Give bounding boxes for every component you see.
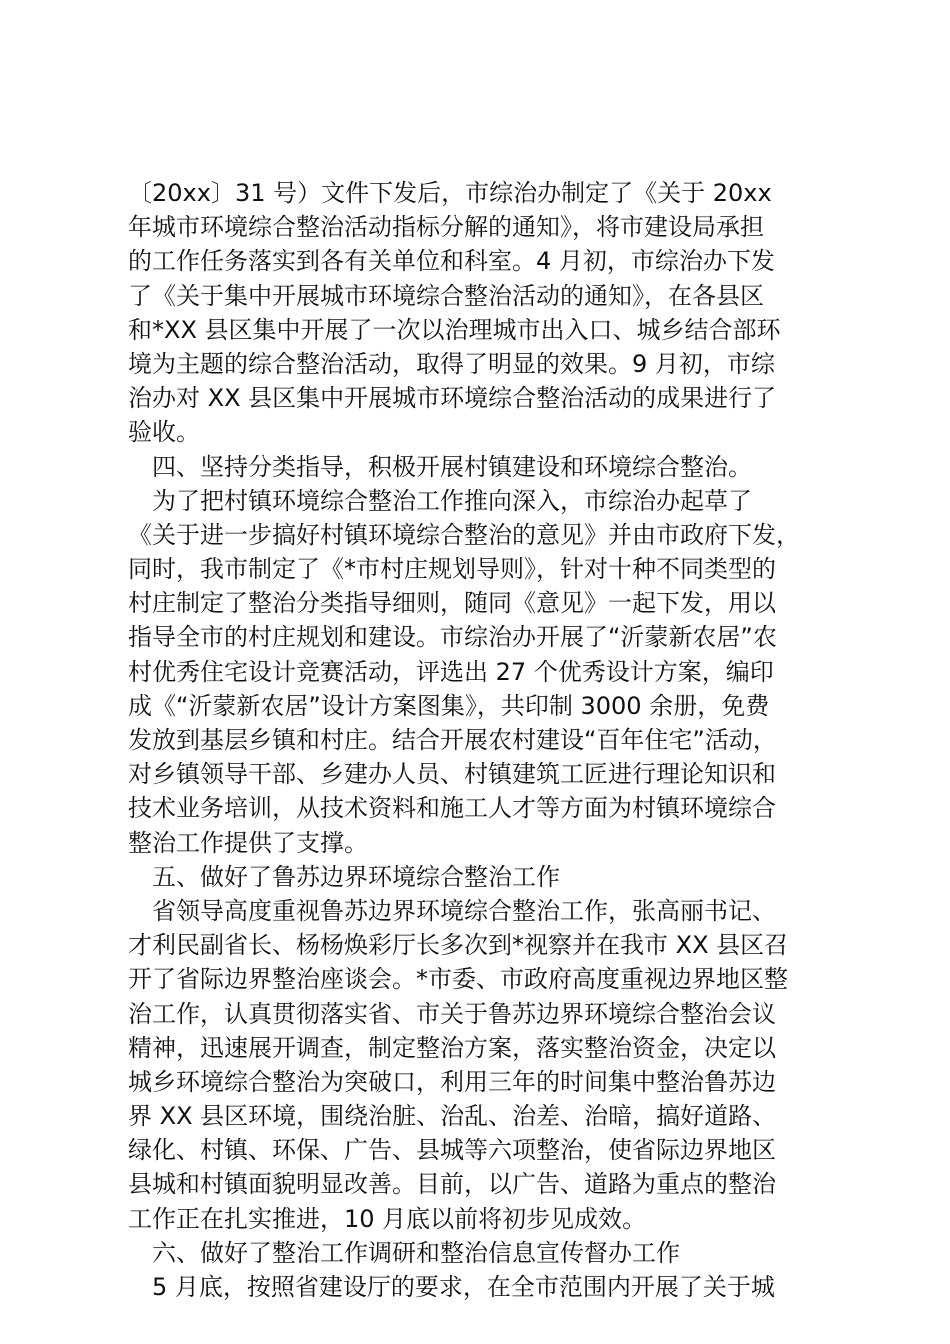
text-line: 同时，我市制定了《*市村庄规划导则》，针对十种不同类型的 — [128, 555, 776, 584]
text-line: 五、做好了鲁苏边界环境综合整治工作 — [128, 862, 560, 891]
text-line: 才利民副省长、杨杨焕彩厅长多次到*视察并在我市 XX 县区召 — [128, 931, 789, 960]
text-line: 开了省际边界整治座谈会。*市委、市政府高度重视边界地区整 — [128, 965, 788, 994]
text-line: 省领导高度重视鲁苏边界环境综合整治工作，张高丽书记、 — [128, 896, 776, 925]
text-line: 绿化、村镇、环保、广告、县城等六项整治，使省际边界地区 — [128, 1136, 776, 1165]
text-line: 《关于进一步搞好村镇环境综合整治的意见》并由市政府下发， — [128, 520, 800, 549]
text-line: 为了把村镇环境综合整治工作推向深入，市综治办起草了 — [128, 486, 752, 515]
text-line: 技术业务培训，从技术资料和施工人才等方面为村镇环境综合 — [128, 794, 776, 823]
text-line: 5 月底，按照省建设厅的要求，在全市范围内开展了关于城 — [128, 1273, 775, 1301]
text-line: 的工作任务落实到各有关单位和科室。4 月初，市综治办下发 — [128, 247, 775, 276]
text-line: 治办对 XX 县区集中开展城市环境综合整治活动的成果进行了 — [128, 384, 777, 413]
text-line: 县城和村镇面貌明显改善。目前，以广告、道路为重点的整治 — [128, 1170, 776, 1199]
text-line: 村优秀住宅设计竞赛活动，评选出 27 个优秀设计方案，编印 — [128, 657, 774, 686]
text-line: 〔20xx〕31 号）文件下发后，市综治办制定了《关于 20xx — [128, 179, 772, 207]
text-line: 四、坚持分类指导，积极开展村镇建设和环境综合整治。 — [128, 452, 752, 481]
text-line: 境为主题的综合整治活动，取得了明显的效果。9 月初，市综 — [128, 349, 775, 378]
body-text — [128, 176, 840, 1304]
text-line: 工作正在扎实推进，10 月底以前将初步见成效。 — [128, 1204, 647, 1233]
text-line: 城乡环境综合整治为突破口，利用三年的时间集中整治鲁苏边 — [128, 1067, 776, 1096]
text-line: 六、做好了整治工作调研和整治信息宣传督办工作 — [128, 1238, 680, 1267]
text-line: 村庄制定了整治分类指导细则，随同《意见》一起下发，用以 — [128, 589, 776, 618]
text-line: 指导全市的村庄规划和建设。市综治办开展了“沂蒙新农居”农 — [128, 623, 777, 652]
text-line: 年城市环境综合整治活动指标分解的通知》，将市建设局承担 — [128, 213, 764, 242]
text-line: 了《关于集中开展城市环境综合整治活动的通知》，在各县区 — [128, 281, 764, 310]
text-line: 验收。 — [128, 418, 200, 447]
text-line: 治工作，认真贯彻落实省、市关于鲁苏边界环境综合整治会议 — [128, 999, 776, 1028]
text-line: 发放到基层乡镇和村庄。结合开展农村建设“百年住宅”活动， — [128, 726, 777, 754]
text-line: 界 XX 县区环境，围绕治脏、治乱、治差、治暗，搞好道路、 — [128, 1102, 777, 1131]
text-line: 成《“沂蒙新农居”设计方案图集》，共印制 3000 余册，免费 — [128, 691, 770, 720]
text-line: 精神，迅速展开调查，制定整治方案，落实整治资金，决定以 — [128, 1033, 776, 1062]
text-line: 对乡镇领导干部、乡建办人员、村镇建筑工匠进行理论知识和 — [128, 760, 776, 789]
text-line: 和*XX 县区集中开展了一次以治理城市出入口、城乡结合部环 — [128, 315, 781, 344]
text-line: 整治工作提供了支撑。 — [128, 828, 368, 857]
